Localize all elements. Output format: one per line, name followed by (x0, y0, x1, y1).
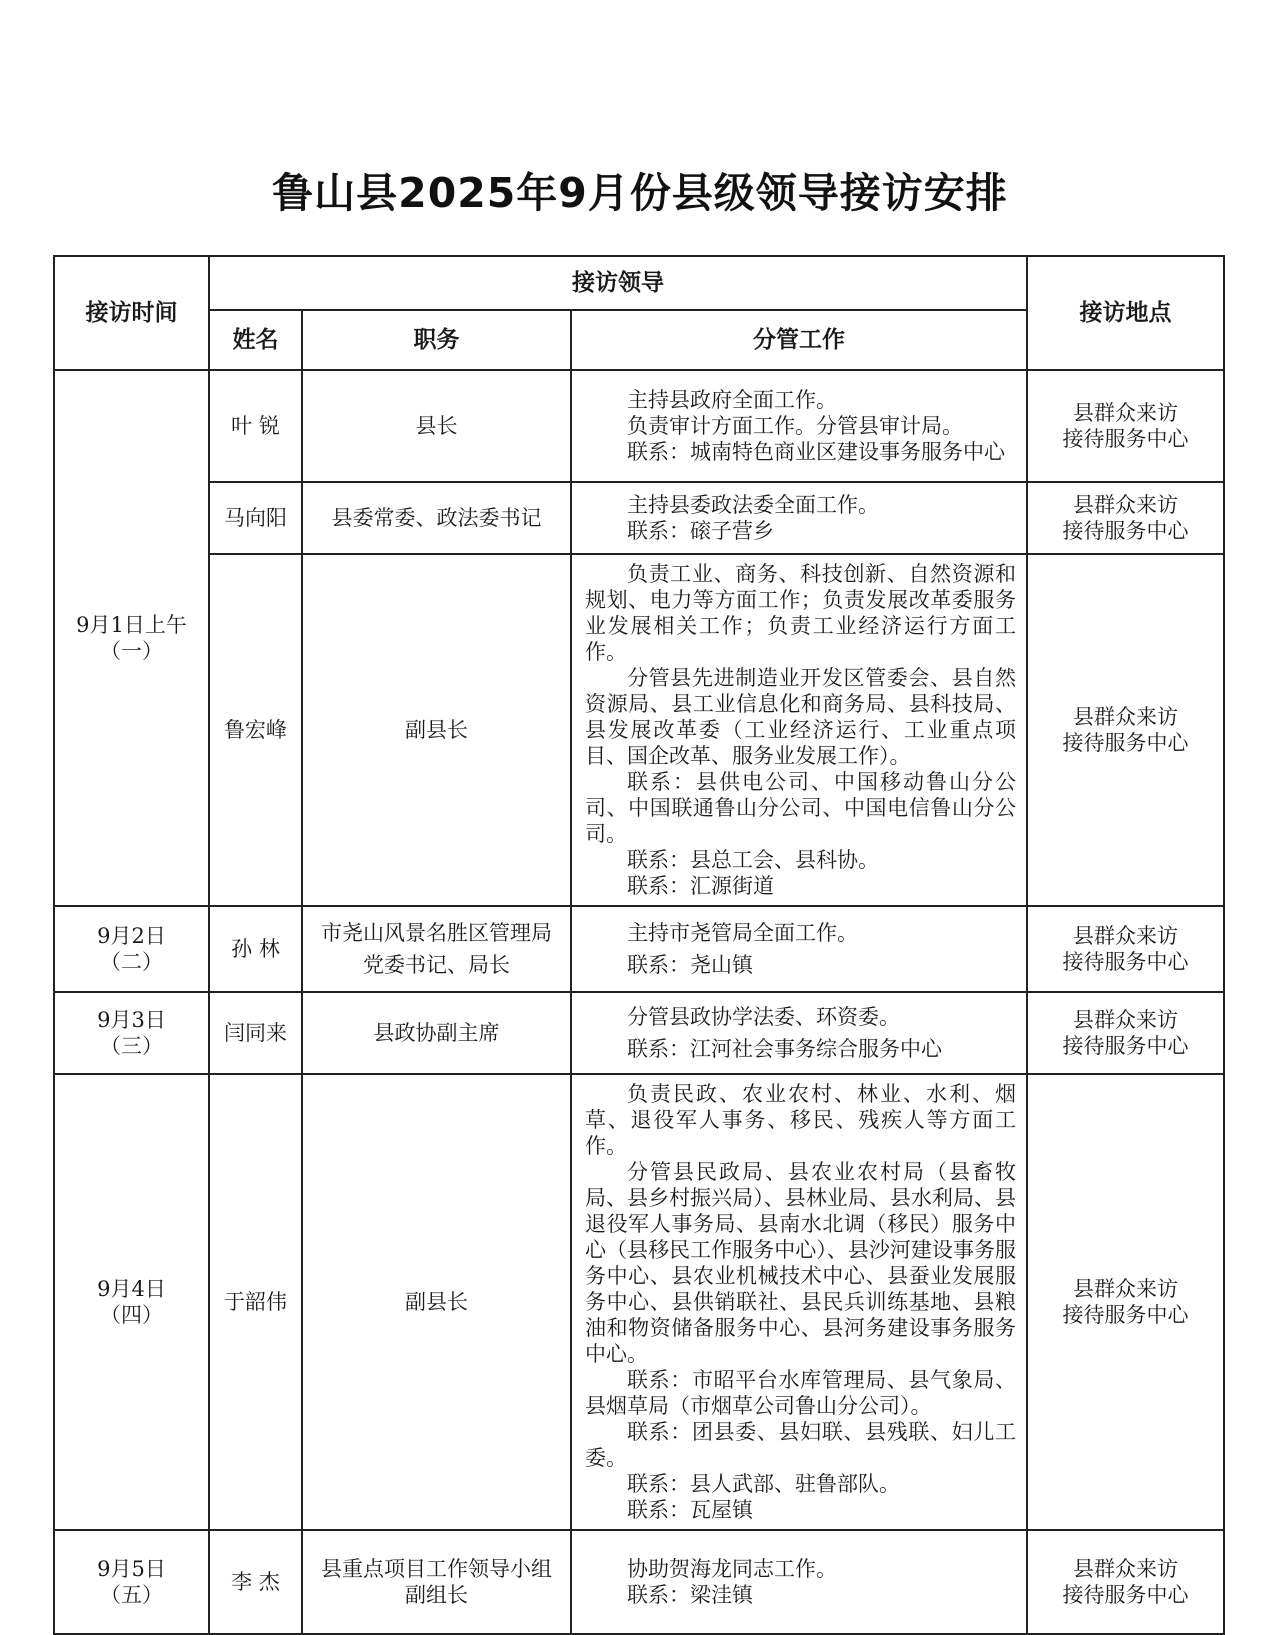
duty-line: 联系：城南特色商业区建设事务服务中心 (627, 440, 1005, 464)
duty-line: 分管县先进制造业开发区管委会、县自然资源局、县工业信息化和商务局、县科技局、县发展改革委（工业经济运行、工业重点项目、国企改革、服务业发展工作）。 (585, 666, 1017, 768)
duty-line: 联系：梁洼镇 (627, 1583, 753, 1607)
leader-position: 县委常委、政法委书记 (302, 482, 571, 554)
location-text: 县群众来访 (1073, 401, 1179, 425)
date-text: 9月1日上午 (76, 613, 187, 637)
table-row (54, 370, 1224, 482)
duty-line: 联系：瓦屋镇 (627, 1498, 753, 1522)
date-text: 9月3日 (97, 1008, 166, 1032)
location-text: 接待服务中心 (1062, 519, 1189, 543)
header-location: 接访地点 (1027, 256, 1224, 370)
date-text: 9月4日 (97, 1277, 166, 1301)
position-text: 县重点项目工作领导小组 (321, 1557, 552, 1581)
duty-line: 协助贺海龙同志工作。 (627, 1557, 837, 1581)
page-title: 鲁山县2025年9月份县级领导接访安排 (272, 169, 1008, 217)
location-text: 接待服务中心 (1062, 427, 1189, 451)
location-cell (1027, 1530, 1224, 1634)
location-cell (1027, 554, 1224, 906)
location-text: 县群众来访 (1073, 1277, 1179, 1301)
leader-name: 叶 锐 (209, 370, 302, 482)
location-text: 接待服务中心 (1062, 950, 1189, 974)
position-text: 党委书记、局长 (363, 953, 510, 977)
duty-line: 联系：团县委、县妇联、县残联、妇儿工委。 (585, 1420, 1017, 1470)
weekday-text: （三） (100, 1034, 163, 1058)
location-text: 县群众来访 (1073, 1557, 1179, 1581)
duty-line: 分管县政协学法委、环资委。 (627, 1005, 900, 1029)
duty-line: 联系：市昭平台水库管理局、县气象局、县烟草局（市烟草公司鲁山分公司）。 (585, 1368, 1017, 1418)
location-text: 接待服务中心 (1062, 1583, 1189, 1607)
leader-name: 闫同来 (209, 992, 302, 1074)
table-row (54, 482, 1224, 554)
duty-line: 联系：尧山镇 (627, 953, 753, 977)
duty-line: 联系：县人武部、驻鲁部队。 (627, 1472, 900, 1496)
location-text: 县群众来访 (1073, 705, 1179, 729)
weekday-text: （四） (100, 1303, 163, 1327)
duty-line: 主持市尧管局全面工作。 (627, 921, 858, 945)
location-text: 接待服务中心 (1062, 1303, 1189, 1327)
duty-line: 主持县委政法委全面工作。 (627, 493, 879, 517)
header-name: 姓名 (209, 310, 302, 370)
table-row (54, 1530, 1224, 1634)
date-text: 9月2日 (97, 924, 166, 948)
location-text: 县群众来访 (1073, 493, 1179, 517)
leader-position: 副县长 (302, 1074, 571, 1530)
date-cell (54, 906, 209, 992)
duties-cell (571, 1530, 1027, 1634)
leader-name: 鲁宏峰 (209, 554, 302, 906)
header-time: 接访时间 (54, 256, 209, 370)
duty-line: 联系：县总工会、县科协。 (627, 848, 879, 872)
leader-position (302, 906, 571, 992)
weekday-text: （二） (100, 950, 163, 974)
schedule-table (53, 255, 1225, 1635)
table-row (54, 992, 1224, 1074)
leader-name: 孙 林 (209, 906, 302, 992)
duty-line: 负责审计方面工作。分管县审计局。 (627, 414, 963, 438)
duty-line: 主持县政府全面工作。 (627, 388, 837, 412)
date-cell (54, 1530, 209, 1634)
location-text: 接待服务中心 (1062, 731, 1189, 755)
location-cell (1027, 992, 1224, 1074)
leader-position: 县长 (302, 370, 571, 482)
location-text: 县群众来访 (1073, 924, 1179, 948)
duties-cell (571, 554, 1027, 906)
duties-cell (571, 370, 1027, 482)
duty-line: 联系：江河社会事务综合服务中心 (627, 1037, 942, 1061)
header-duties: 分管工作 (571, 310, 1027, 370)
header-row (54, 256, 1224, 310)
duties-cell (571, 906, 1027, 992)
table-row (54, 906, 1224, 992)
duties-cell (571, 992, 1027, 1074)
date-text: 9月5日 (97, 1557, 166, 1581)
table-row (54, 554, 1224, 906)
duties-cell (571, 482, 1027, 554)
location-cell (1027, 906, 1224, 992)
weekday-text: （一） (100, 639, 163, 663)
duties-cell (571, 1074, 1027, 1530)
weekday-text: （五） (100, 1583, 163, 1607)
duty-line: 负责工业、商务、科技创新、自然资源和规划、电力等方面工作；负责发展改革委服务业发展相关工作；负责工业经济运行方面工作。 (585, 562, 1017, 664)
leader-position (302, 1530, 571, 1634)
date-cell (54, 1074, 209, 1530)
leader-name: 马向阳 (209, 482, 302, 554)
table-row (54, 1074, 1224, 1530)
date-cell (54, 370, 209, 906)
duty-line: 分管县民政局、县农业农村局（县畜牧局、县乡村振兴局）、县林业局、县水利局、县退役军人事务局、县南水北调（移民）服务中心（县移民工作服务中心）、县沙河建设事务服务中心、县农业机械技术中心、县蚕业发展服务中心、县供销联社、县民兵训练基地、县粮油和物资储备服务中心、县河务建设事务服务中心。 (585, 1160, 1017, 1366)
location-cell (1027, 482, 1224, 554)
leader-position: 副县长 (302, 554, 571, 906)
duty-line: 负责民政、农业农村、林业、水利、烟草、退役军人事务、移民、残疾人等方面工作。 (585, 1082, 1017, 1158)
duty-line: 联系：县供电公司、中国移动鲁山分公司、中国联通鲁山分公司、中国电信鲁山分公司。 (585, 770, 1017, 846)
leader-name: 李 杰 (209, 1530, 302, 1634)
duty-line: 联系：磙子营乡 (627, 519, 774, 543)
header-position: 职务 (302, 310, 571, 370)
position-text: 市尧山风景名胜区管理局 (321, 921, 552, 945)
duty-line: 联系：汇源街道 (627, 874, 774, 898)
header-leader-group: 接访领导 (209, 256, 1027, 310)
location-text: 县群众来访 (1073, 1008, 1179, 1032)
date-cell (54, 992, 209, 1074)
leader-position: 县政协副主席 (302, 992, 571, 1074)
location-cell (1027, 1074, 1224, 1530)
leader-name: 于韶伟 (209, 1074, 302, 1530)
location-text: 接待服务中心 (1062, 1034, 1189, 1058)
location-cell (1027, 370, 1224, 482)
position-text: 副组长 (405, 1583, 468, 1607)
